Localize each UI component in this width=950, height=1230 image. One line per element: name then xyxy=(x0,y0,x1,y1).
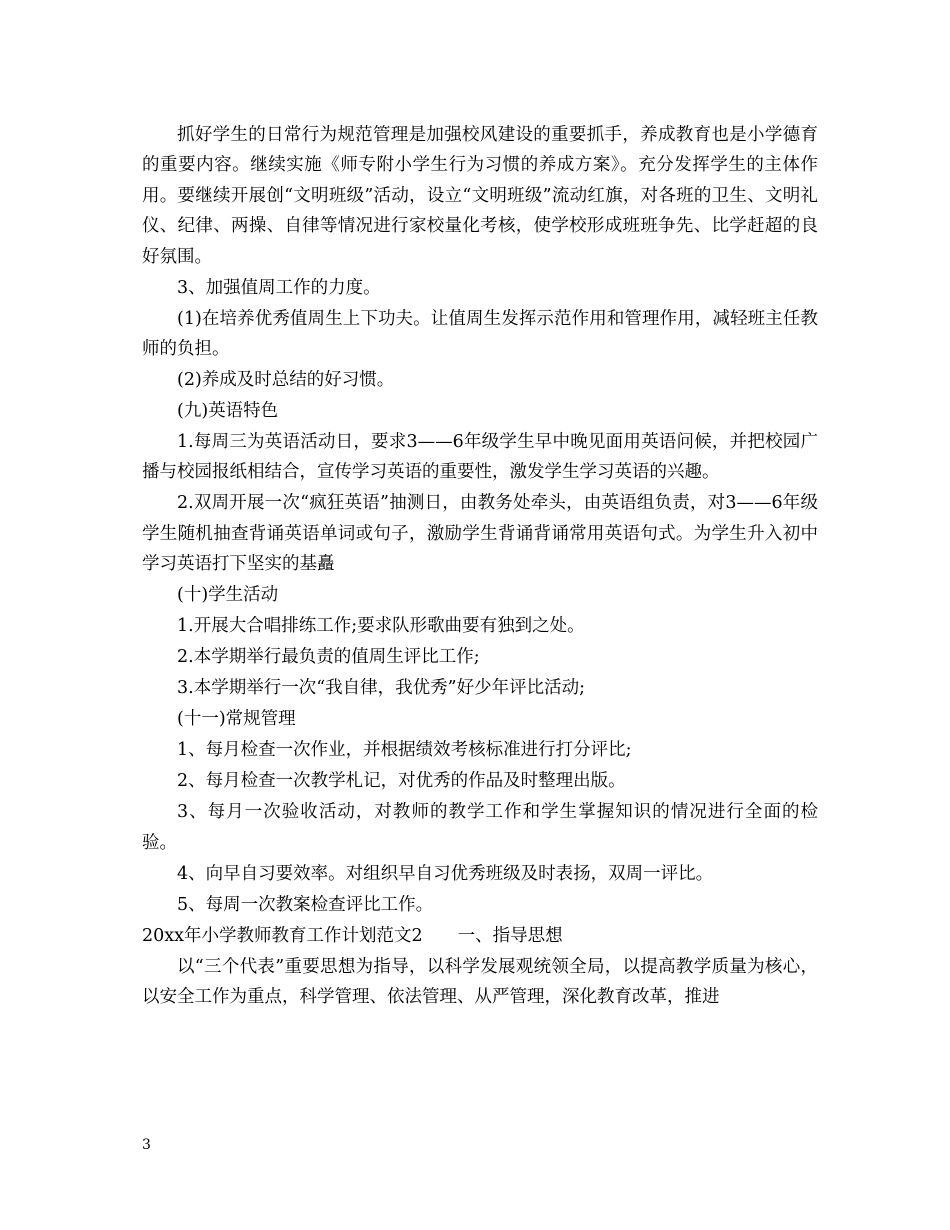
paragraph-duty-week-1: (1)在培养优秀值周生上下功夫。让值周生发挥示范作用和管理作用，减轻班主任教师的负担。 xyxy=(142,308,818,360)
section-title: 20xx年小学教师教育工作计划范文2 一、指导思想 xyxy=(142,925,563,946)
paragraph-activity-1: 1.开展大合唱排练工作;要求队形歌曲要有独到之处。 xyxy=(177,616,585,637)
paragraph-activity-2: 2.本学期举行最负责的值周生评比工作; xyxy=(177,647,480,668)
page-number: 3 xyxy=(142,1137,151,1153)
paragraph-routine-4: 4、向早自习要效率。对组织早自习优秀班级及时表扬，双周一评比。 xyxy=(177,863,714,884)
heading-student-activities: (十)学生活动 xyxy=(177,585,279,606)
paragraph-english-1: 1.每周三为英语活动日，要求3——6年级学生早中晚见面用英语问候，并把校园广播与校园报纸相结合，宣传学习英语的重要性，激发学生学习英语的兴趣。 xyxy=(142,432,818,483)
paragraph-activity-3: 3.本学期举行一次“我自律，我优秀”好少年评比活动; xyxy=(177,678,585,699)
paragraph-duty-week-heading: 3、加强值周工作的力度。 xyxy=(177,277,381,298)
heading-routine-management: (十一)常规管理 xyxy=(177,709,296,730)
paragraph-english-2: 2.双周开展一次“疯狂英语”抽测日，由教务处牵头，由英语组负责，对3——6年级学生随机抽查背诵英语单词或句子，激励学生背诵背诵常用英语句式。为学生升入初中学习英语打下坚实的基矗 xyxy=(142,493,818,575)
paragraph-routine-1: 1、每月检查一次作业，并根据绩效考核标准进行打分评比; xyxy=(177,740,632,761)
paragraph-behavior-management: 抓好学生的日常行为规范管理是加强校风建设的重要抓手，养成教育也是小学德育的重要内容。继续实施《师专附小学生行为习惯的养成方案》。充分发挥学生的主体作用。要继续开展创“文明班级”活动，设立“文明班级”流动红旗，对各班的卫生、文明礼仪、纪律、两操、自律等情况进行家校量化考核，使学校形成班班争先、比学赶超的良好氛围。 xyxy=(142,125,818,267)
document-body xyxy=(142,120,818,1013)
paragraph-routine-5: 5、每周一次教案检查评比工作。 xyxy=(177,894,434,915)
paragraph-routine-2: 2、每月检查一次教学札记，对优秀的作品及时整理出版。 xyxy=(177,771,626,792)
paragraph-duty-week-2: (2)养成及时总结的好习惯。 xyxy=(177,370,395,391)
paragraph-guiding-ideology: 以“三个代表”重要思想为指导，以科学发展观统领全局，以提高教学质量为核心，以安全工作为重点，科学管理、依法管理、从严管理，深化教育改革，推进 xyxy=(142,956,818,1008)
heading-english-feature: (九)英语特色 xyxy=(177,401,279,422)
paragraph-routine-3: 3、每月一次验收活动，对教师的教学工作和学生掌握知识的情况进行全面的检验。 xyxy=(142,802,818,853)
